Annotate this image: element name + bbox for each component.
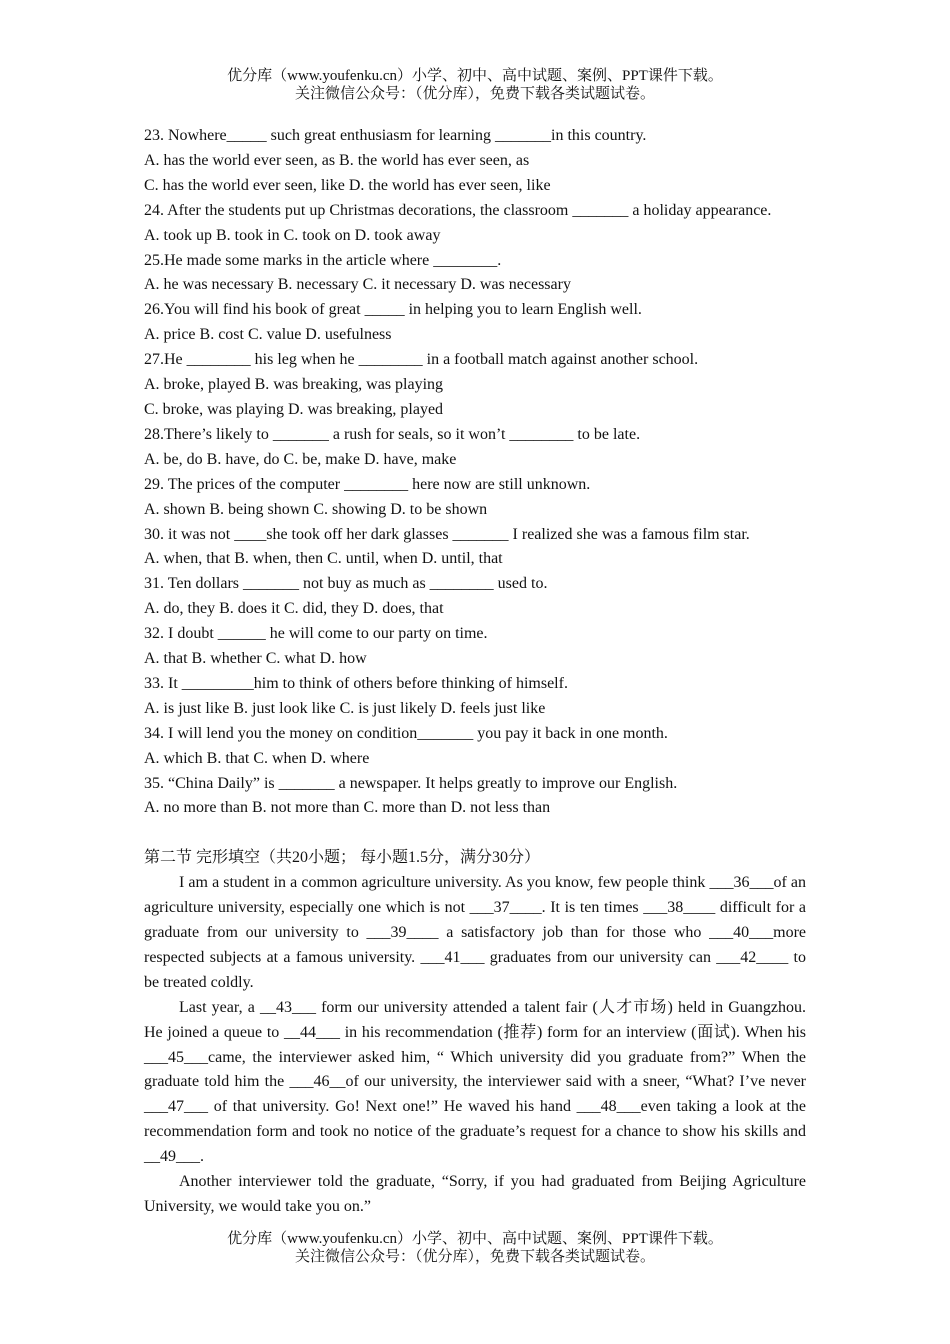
footer-line-2: 关注微信公众号：（优分库），免费下载各类试题试卷。	[294, 1249, 655, 1265]
page-header	[0, 67, 950, 103]
question-32-options: A. that B. whether C. what D. how	[144, 650, 367, 668]
question-33-options: A. is just like B. just look like C. is just likely D. feels just like	[144, 699, 546, 717]
question-26-options: A. price B. cost C. value D. usefulness	[144, 326, 392, 344]
question-29-options: A. shown B. being shown C. showing D. to be shown	[144, 500, 488, 518]
question-31-options: A. do, they B. does it C. did, they D. does, that	[144, 600, 444, 618]
question-28-stem: 28.There’s likely to _______ a rush for seals, so it won’t ________ to be late.	[144, 425, 641, 443]
question-24-stem: 24. After the students put up Christmas decorations, the classroom _______ a holiday appearance.	[144, 201, 772, 219]
question-30-stem: 30. it was not ____she took off her dark glasses _______ I realized she was a famous film star.	[144, 525, 750, 543]
question-30-options: A. when, that B. when, then C. until, when D. until, that	[144, 550, 503, 568]
question-24-options: A. took up B. took in C. took on D. took away	[144, 226, 441, 244]
question-25-options: A. he was necessary B. necessary C. it necessary D. was necessary	[144, 276, 571, 294]
question-33-stem: 33. It _________him to think of others before thinking of himself.	[144, 674, 568, 692]
question-29-stem: 29. The prices of the computer ________ here now are still unknown.	[144, 475, 591, 493]
cloze-paragraph-2: Last year, a __43___ form our university attended a talent fair (人才市场) held in Guangzhou. He joined a queue to __44___ in his recommendation (推荐) form for an interview (面试). When his ___45___came, the interviewer asked him, “ Which university did you graduate from?” When the graduate told him the ___46__of our university, the interviewer said with a sneer, “What? I’ve never ___47___ of that university. Go! Next one!” He waved his hand ___48___even taking a look at the recommendation form and took no notice of the graduate’s request for a chance to show his skills and __49___.	[144, 998, 806, 1166]
question-32-stem: 32. I doubt ______ he will come to our party on time.	[144, 625, 488, 643]
footer-line-1: 优分库（www.youfenku.cn）小学、初中、高中试题、案例、PPT课件下载。	[227, 1231, 723, 1247]
question-28-options: A. be, do B. have, do C. be, make D. have, make	[144, 450, 457, 468]
question-27-options-2: C. broke, was playing D. was breaking, played	[144, 400, 444, 418]
section-title: 第二节 完形填空（共20小题； 每小题1.5分，满分30分）	[144, 849, 541, 867]
header-line-2: 关注微信公众号：（优分库），免费下载各类试题试卷。	[294, 86, 655, 102]
question-23-options-1: A. has the world ever seen, as B. the world has ever seen, as	[144, 151, 530, 169]
question-35-stem: 35. “China Daily” is _______ a newspaper. It helps greatly to improve our English.	[144, 774, 678, 792]
question-27-options-1: A. broke, played B. was breaking, was playing	[144, 376, 444, 394]
page-footer	[0, 1230, 950, 1266]
question-26-stem: 26.You will find his book of great _____ in helping you to learn English well.	[144, 301, 642, 319]
question-25-stem: 25.He made some marks in the article where ________.	[144, 251, 502, 269]
question-27-stem: 27.He ________ his leg when he ________ in a football match against another school.	[144, 351, 699, 369]
cloze-paragraph-3: Another interviewer told the graduate, “Sorry, if you had graduated from Beijing Agriculture University, we would take you on.”	[144, 1173, 806, 1215]
question-23-options-2: C. has the world ever seen, like D. the world has ever seen, like	[144, 176, 551, 194]
cloze-paragraph-1: I am a student in a common agriculture university. As you know, few people think ___36___of an agriculture university, especially one which is not ___37____. It is ten times ___38____ difficult for a graduate from our university to ___39____ a satisfactory job than for those who ___40___more respected subjects at a famous university. ___41___ graduates from our university can ___42____ to be treated coldly.	[144, 874, 806, 991]
question-23-stem: 23. Nowhere_____ such great enthusiasm for learning _______in this country.	[144, 127, 647, 144]
document-body	[144, 124, 806, 1220]
question-34-options: A. which B. that C. when D. where	[144, 749, 370, 767]
question-31-stem: 31. Ten dollars _______ not buy as much as ________ used to.	[144, 575, 548, 593]
question-34-stem: 34. I will lend you the money on condition_______ you pay it back in one month.	[144, 724, 668, 742]
question-35-options: A. no more than B. not more than C. more than D. not less than	[144, 799, 551, 817]
header-line-1: 优分库（www.youfenku.cn）小学、初中、高中试题、案例、PPT课件下载。	[227, 68, 723, 84]
